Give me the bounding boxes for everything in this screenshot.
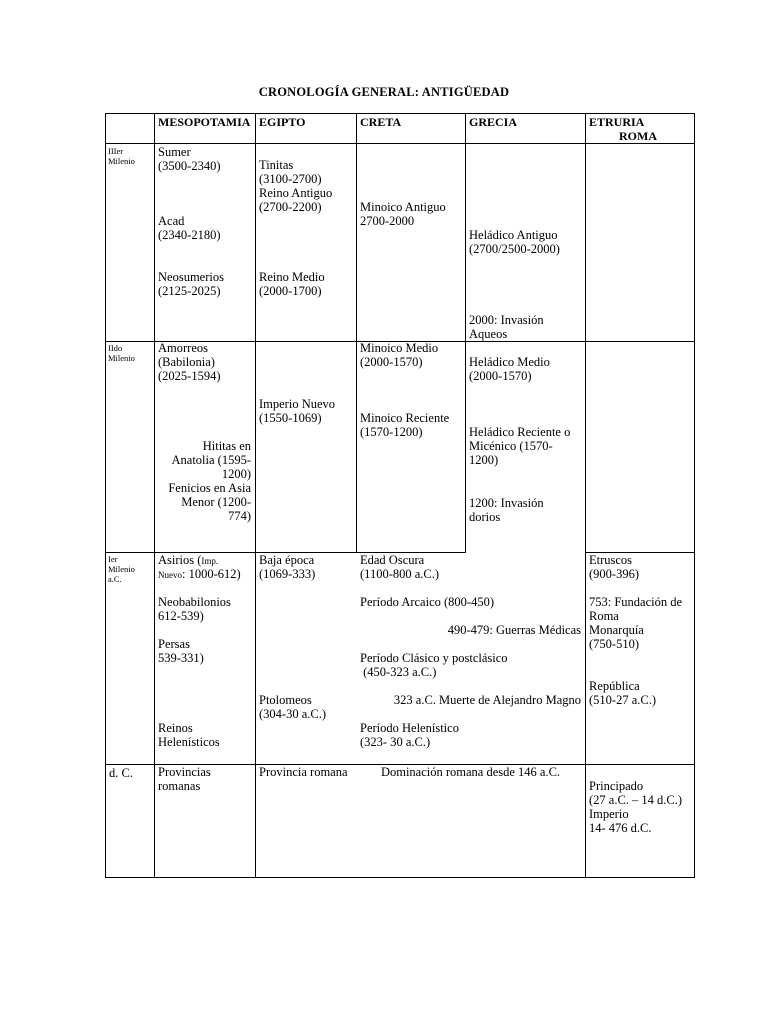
cell-text: Etruscos [589, 553, 633, 567]
cell-text: Minoico Reciente [360, 411, 450, 425]
cell-text: Neosumerios [158, 270, 224, 284]
cell-text: (323- 30 a.C.) [360, 735, 431, 749]
header-creta: CRETA [360, 115, 402, 129]
cell-text: Nuevo: 1000-612) [158, 567, 241, 581]
row-divider [105, 143, 695, 144]
column-divider [465, 113, 466, 553]
cell-text: dorios [469, 510, 501, 524]
cell-text: Baja época [259, 553, 315, 567]
cell-text: Neobabilonios [158, 595, 231, 609]
period-label: Milenio [108, 353, 135, 363]
cell-text: Imperio Nuevo [259, 397, 336, 411]
cell-text: Imperio [589, 807, 629, 821]
cell-text: (27 a.C. – 14 d.C.) [589, 793, 683, 807]
cell-text: Ptolomeos [259, 693, 312, 707]
cell-text: Tinitas [259, 158, 294, 172]
table-border-right [694, 113, 695, 878]
cell-text: (450-323 a.C.) [360, 665, 437, 679]
cell-text: República [589, 679, 640, 693]
cell-text: Minoico Antiguo [360, 200, 446, 214]
cell-text: Monarquía [589, 623, 644, 637]
cell-text: Micénico (1570- [469, 439, 553, 453]
column-divider [356, 113, 357, 553]
cell-text: Hititas en [202, 439, 251, 453]
cell-text: 1200: Invasión [469, 496, 544, 510]
cell-text: (2700-2200) [259, 200, 322, 214]
period-label: a.C. [108, 574, 122, 584]
period-label: IIdo [108, 343, 123, 353]
cell-text: Heládico Reciente o [469, 425, 571, 439]
cell-text: Aqueos [469, 327, 508, 341]
cell-text: (2700/2500-2000) [469, 242, 560, 256]
cell-text: (1069-333) [259, 567, 316, 581]
table-border-top [105, 113, 695, 114]
cell-text: 2700-2000 [360, 214, 415, 228]
cell-text: 2000: Invasión [469, 313, 544, 327]
cell-text: Dominación romana desde 146 a.C. [380, 765, 561, 779]
cell-text: (1100-800 a.C.) [360, 567, 440, 581]
cell-text: Reino Medio [259, 270, 325, 284]
header-grecia: GRECIA [469, 115, 518, 129]
cell-text: Provincias [158, 765, 211, 779]
cell-text: Reinos [158, 721, 193, 735]
cell-text: (2000-1570) [469, 369, 532, 383]
page-title: CRONOLOGÍA GENERAL: ANTIGÜEDAD [258, 85, 510, 99]
cell-text: (900-396) [589, 567, 639, 581]
cell-text: Provincia romana [259, 765, 348, 779]
cell-text: Menor (1200- [181, 495, 251, 509]
header-etruria: ETRURIA [589, 115, 645, 129]
cell-text: Principado [589, 779, 644, 793]
cell-text: (304-30 a.C.) [259, 707, 326, 721]
cell-text: (2340-2180) [158, 228, 221, 242]
cell-text: romanas [158, 779, 201, 793]
cell-text: Roma [589, 609, 619, 623]
cell-text: 612-539) [158, 609, 204, 623]
period-label: Milenio [108, 156, 135, 166]
period-label: Milenio [108, 564, 135, 574]
cell-text: (2125-2025) [158, 284, 221, 298]
cell-text: (750-510) [589, 637, 639, 651]
cell-text: 1200) [469, 453, 499, 467]
cell-text: Heládico Antiguo [469, 228, 558, 242]
cell-text: (1550-1069) [259, 411, 322, 425]
cell-text: (2000-1570) [360, 355, 423, 369]
cell-text: (1570-1200) [360, 425, 423, 439]
period-label: Ier [108, 554, 118, 564]
cell-text: Período Helenístico [360, 721, 459, 735]
header-egipto: EGIPTO [259, 115, 306, 129]
cell-text: Anatolia (1595- [171, 453, 251, 467]
table-border-bottom [105, 877, 695, 878]
cell-text: Helenísticos [158, 735, 220, 749]
cell-text: Minoico Medio [360, 341, 439, 355]
header-roma: ROMA [619, 129, 657, 143]
cell-text: Fenicios en Asia [168, 481, 251, 495]
cell-text: Período Arcaico (800-450) [360, 595, 494, 609]
cell-text: Reino Antiguo [259, 186, 333, 200]
cell-text: (2025-1594) [158, 369, 221, 383]
cell-text: 753: Fundación de [589, 595, 683, 609]
cell-text: (2000-1700) [259, 284, 322, 298]
cell-text: Heládico Medio [469, 355, 550, 369]
cell-text: (Babilonia) [158, 355, 215, 369]
cell-text: Acad [158, 214, 185, 228]
column-divider [585, 113, 586, 878]
column-divider [255, 113, 256, 878]
cell-text: 1200) [221, 467, 251, 481]
cell-text: (3500-2340) [158, 159, 221, 173]
cell-text: Período Clásico y postclásico [360, 651, 508, 665]
period-label: IIIer [108, 146, 124, 156]
cell-text: 490-479: Guerras Médicas [447, 623, 581, 637]
cell-text: Amorreos [158, 341, 208, 355]
table-border-left [105, 113, 106, 878]
cell-text: Asirios (Imp. [158, 553, 219, 567]
cell-text: (510-27 a.C.) [589, 693, 656, 707]
cell-text: (3100-2700) [259, 172, 322, 186]
cell-text: Persas [158, 637, 190, 651]
cell-text: 774) [228, 509, 251, 523]
cell-text: Sumer [158, 145, 191, 159]
cell-text: 14- 476 d.C. [589, 821, 652, 835]
cell-text: Edad Oscura [360, 553, 425, 567]
period-label: d. C. [109, 766, 133, 780]
cell-text: 539-331) [158, 651, 204, 665]
cell-text: 323 a.C. Muerte de Alejandro Magno [393, 693, 581, 707]
header-mesopotamia: MESOPOTAMIA [158, 115, 251, 129]
